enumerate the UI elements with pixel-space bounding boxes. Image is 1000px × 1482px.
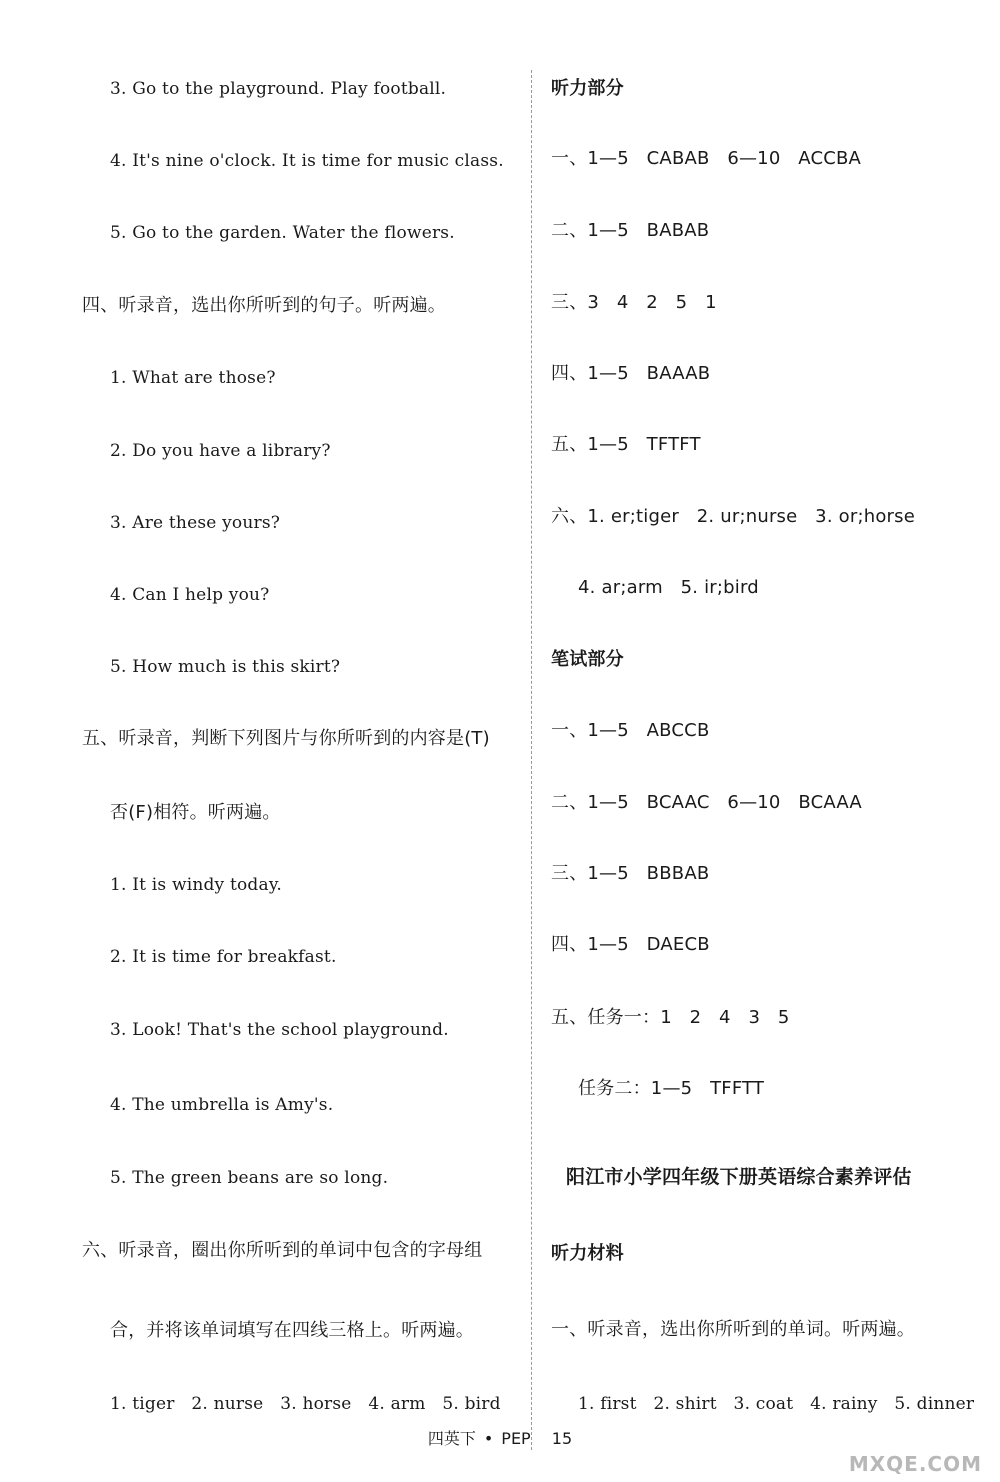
section-4-item-4: 4. Can I help you? [110,585,270,605]
materials-answer: 1. first 2. shirt 3. coat 4. rainy 5. dinner [578,1394,975,1414]
exam-title: 阳江市小学四年级下册英语综合素养评估 [566,1166,912,1188]
section-4-item-3: 3. Are these yours? [110,513,281,533]
section-4-item-5: 5. How much is this skirt? [110,657,341,677]
page-footer [0,1426,1000,1449]
section-5-item-3: 3. Look! That's the school playground. [110,1020,449,1040]
listening-answer-3: 三、3 4 2 5 1 [551,292,717,313]
section-5-item-4: 4. The umbrella is Amy's. [110,1095,334,1115]
listening-answer-7: 4. ar;arm 5. ir;bird [578,577,759,598]
column-divider [531,70,532,1450]
writing-answer-2: 二、1—5 BCAAC 6—10 BCAAA [551,792,862,813]
writing-answer-3: 三、1—5 BBBAB [551,863,710,884]
section-6-answer: 1. tiger 2. nurse 3. horse 4. arm 5. bird [110,1394,501,1414]
materials-question-1: 一、听录音，选出你所听到的单词。听两遍。 [551,1319,915,1340]
section-5-title-line-2: 否(F)相符。听两遍。 [110,802,281,823]
left-line-2: 4. It's nine o'clock. It is time for music class. [110,151,504,171]
materials-heading: 听力材料 [551,1243,624,1264]
page-number: 15 [551,1429,573,1448]
section-6-title-line-2: 合，并将该单词填写在四线三格上。听两遍。 [110,1320,474,1341]
listening-answer-6: 六、1. er;tiger 2. ur;nurse 3. or;horse [551,506,916,527]
left-line-1: 3. Go to the playground. Play football. [110,79,447,99]
left-line-3: 5. Go to the garden. Water the flowers. [110,223,455,243]
section-6-title-line-1: 六、听录音，圈出你所听到的单词中包含的字母组 [82,1240,483,1261]
writing-heading: 笔试部分 [551,649,624,670]
section-5-item-2: 2. It is time for breakfast. [110,947,337,967]
site-watermark: MXQE.COM [848,1452,982,1476]
listening-answer-5: 五、1—5 TFTFT [551,434,701,455]
footer-edition: PEP [501,1429,531,1448]
section-5-title-line-1: 五、听录音，判断下列图片与你所听到的内容是(T) [82,728,490,749]
section-4-item-1: 1. What are those? [110,368,276,388]
listening-answer-1: 一、1—5 CABAB 6—10 ACCBA [551,148,862,169]
section-4-title: 四、听录音，选出你所听到的句子。听两遍。 [82,295,446,316]
writing-answer-4: 四、1—5 DAECB [551,934,710,955]
footer-dot: • [483,1429,494,1448]
writing-answer-5: 五、任务一：1 2 4 3 5 [551,1007,790,1028]
footer-book: 四英下 [427,1429,476,1448]
section-5-item-1: 1. It is windy today. [110,875,283,895]
writing-answer-1: 一、1—5 ABCCB [551,720,710,741]
listening-answer-4: 四、1—5 BAAAB [551,363,711,384]
listening-heading: 听力部分 [551,78,624,99]
writing-answer-6: 任务二：1—5 TFFTT [578,1078,765,1099]
listening-answer-2: 二、1—5 BABAB [551,220,710,241]
section-4-item-2: 2. Do you have a library? [110,441,331,461]
section-5-item-5: 5. The green beans are so long. [110,1168,389,1188]
